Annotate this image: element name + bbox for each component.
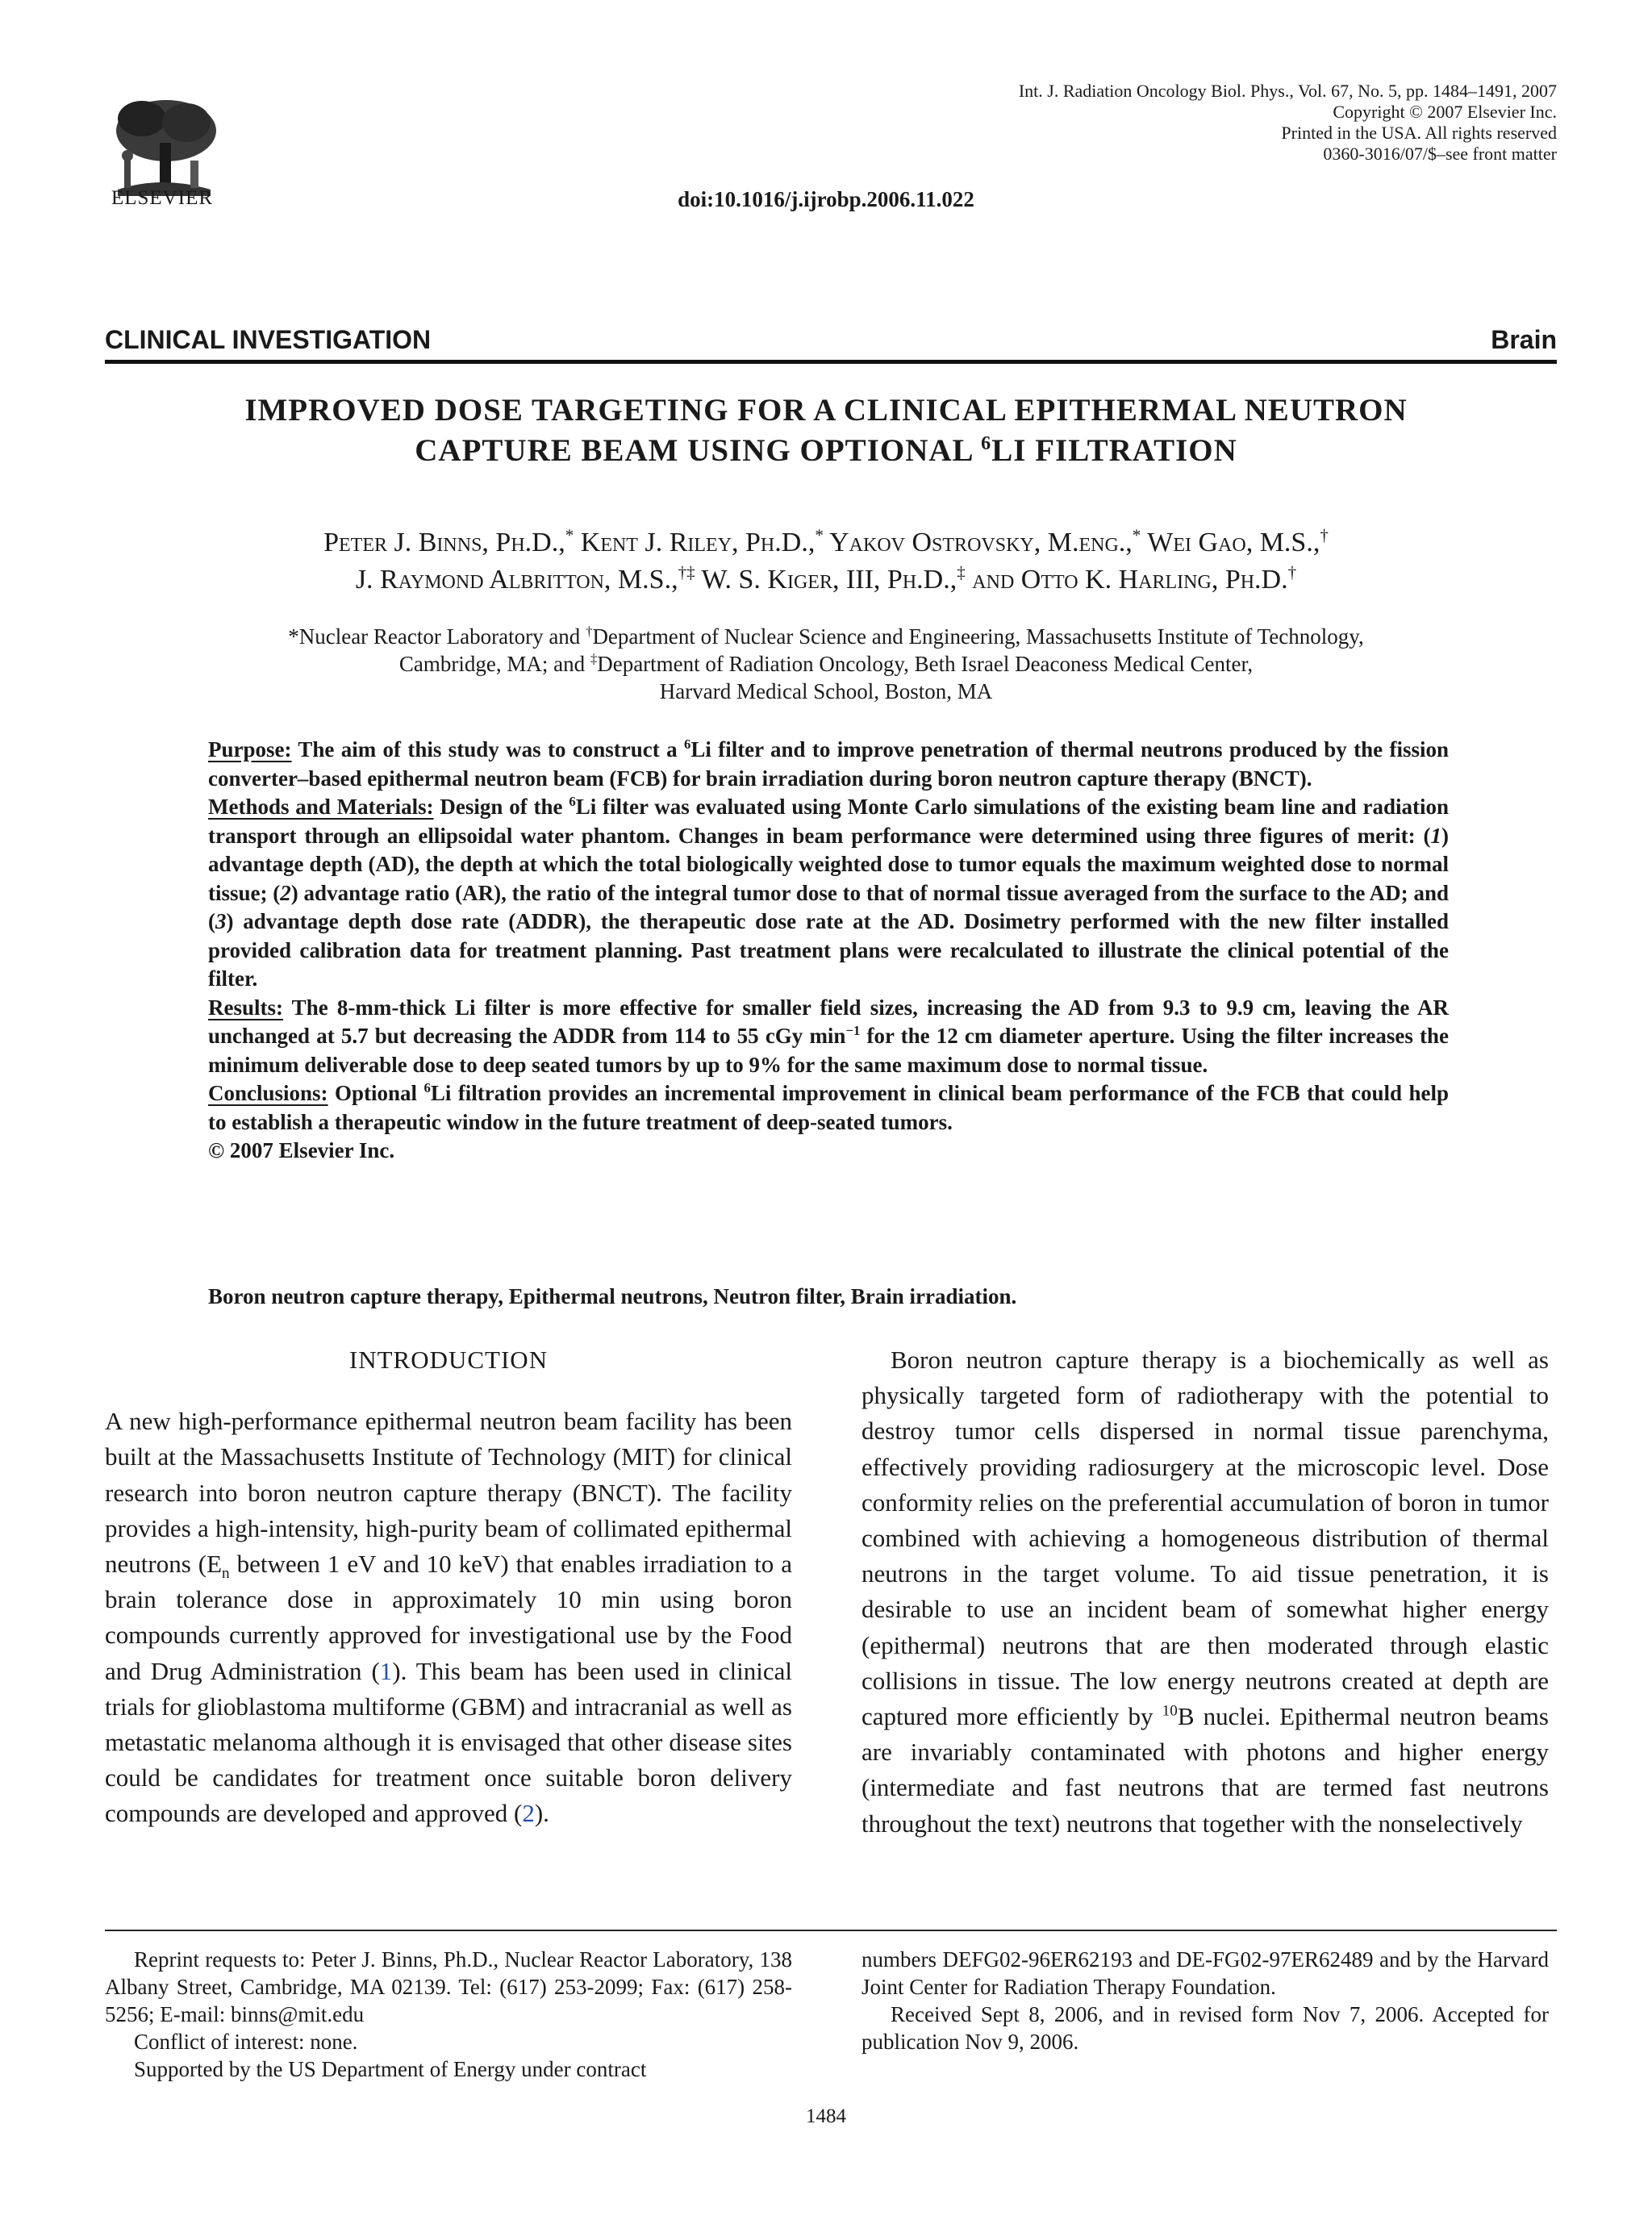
support-footnote: Supported by the US Department of Energy under contract xyxy=(134,2057,647,2081)
support-footnote-cont: numbers DEFG02-96ER62193 and DE-FG02-97ER62489 and by the Harvard Joint Center for Radiation Therapy Foundation. xyxy=(861,1947,1549,1999)
body-column-left xyxy=(105,1342,792,1832)
author-list xyxy=(121,524,1531,599)
doi[interactable]: doi:10.1016/j.ijrobp.2006.11.022 xyxy=(678,187,974,211)
section-header xyxy=(105,323,1557,364)
reference-link[interactable]: 1 xyxy=(379,1656,393,1685)
abstract-results: Results: The 8-mm-thick Li filter is more effective for smaller field sizes, increasing the AD from 9.3 to 9.9 cm, leaving the AR unchanged at 5.7 but decreasing the ADDR from 114 to 55 cGy $\min^{-1}$ for the 12 cm diameter aperture. Using the filter increases the minimum deliverable dose to deep seated tumors by up to 9% for the same maximum dose to normal tissue. xyxy=(208,995,1449,1077)
body-paragraph: Boron neutron capture therapy is a biochemically as well as physically targeted form of radiotherapy with the potential to destroy tumor cells dispersed in normal tissue parenchyma, effectively providing radiosurgery at the microscopic level. Dose conformity relies on the preferential accumulation of boron in tumor combined with achieving a homogeneous distribution of thermal neutrons in the target volume. To aid tissue penetration, it is desirable to use an incident beam of somewhat higher energy (epithermal) neutrons that are then moderated through elastic collisions in tissue. The low energy neutrons created at depth are captured more efficiently by $^{10}$B nuclei. Epithermal neutron beams are invariably contaminated with photons and higher energy (intermediate and fast neutrons that are termed fast neutrons throughout the text) neutrons that together with the nonselectively xyxy=(861,1346,1549,1838)
affiliations: *Nuclear Reactor Laboratory and †Department of Nuclear Science and Engineering, Massachusetts Institute of Technology, Cambridge, MA; and ‡Department of Radiation Oncology, Beth Israel Deaconess Medical Center, Harvard Medical School, Boston, MA xyxy=(288,624,1364,703)
conclusions-label: Conclusions: xyxy=(208,1081,328,1105)
article-title xyxy=(145,390,1507,471)
abstract-purpose: Purpose: The aim of this study was to construct a $^6$Li filter and to improve penetration of thermal neutrons produced by the fission converter–based epithermal neutron beam (FCB) for brain irradiation during boron neutron capture therapy (BNCT). xyxy=(208,737,1449,791)
section-label: CLINICAL INVESTIGATION xyxy=(105,325,432,354)
subject-label: Brain xyxy=(1491,325,1557,354)
body-paragraph: A new high-performance epithermal neutron beam facility has been built at the Massachusetts Institute of Technology (MIT) for clinical research into boron neutron capture therapy (BNCT). The facility provides a high-intensity, high-purity beam of collimated epithermal neutrons ($E_n$ between 1 eV and 10 keV) that enables irradiation to a brain tolerance dose in approximately 10 min using boron compounds currently approved for investigational use by the Food and Drug Administration (1). This beam has been used in clinical trials for glioblastoma multiforme (GBM) and intracranial as well as metastatic melanoma although it is envisaged that other disease sites could be candidates for treatment once suitable boron delivery compounds are developed and approved (2). xyxy=(105,1407,793,1828)
received-footnote: Received Sept 8, 2006, and in revised form Nov 7, 2006. Accepted for publication Nov 9, 2006. xyxy=(861,2002,1549,2054)
copyright-line: Copyright © 2007 Elsevier Inc. xyxy=(1333,102,1557,122)
conflict-footnote: Conflict of interest: none. xyxy=(134,2030,358,2054)
keywords: Boron neutron capture therapy, Epithermal neutrons, Neutron filter, Brain irradiation. xyxy=(208,1284,1017,1308)
journal-line: Int. J. Radiation Oncology Biol. Phys., Vol. 67, No. 5, pp. 1484–1491, 2007 xyxy=(1018,81,1557,101)
printed-line: Printed in the USA. All rights reserved xyxy=(1281,123,1557,143)
isotope-superscript: 6 xyxy=(981,432,992,454)
abstract-conclusions: Conclusions: Optional $^6$Li filtration provides an incremental improvement in clinical beam performance of the FCB that could help to establish a therapeutic window in the future treatment of deep-seated tumors. xyxy=(208,1080,1449,1134)
body-column-right xyxy=(861,1342,1549,1842)
author-line: Peter J. Binns, Ph.D.,* Kent J. Riley, Ph.D.,* Yakov Ostrovsky, M.eng.,* Wei Gao, M.S.,† xyxy=(323,525,1329,557)
publisher-name: ELSEVIER xyxy=(111,187,214,209)
footnotes-right xyxy=(861,1946,1549,2055)
section-heading-introduction: INTRODUCTION xyxy=(348,1346,549,1374)
reprint-footnote: Reprint requests to: Peter J. Binns, Ph.D., Nuclear Reactor Laboratory, 138 Albany Street, Cambridge, MA 02139. Tel: (617) 253-2099; Fax: (617) 258-5256; E-mail: binns@mit.edu xyxy=(105,1947,792,2026)
page-number: 1484 xyxy=(806,2105,846,2127)
results-label: Results: xyxy=(208,995,283,1020)
issn-line: 0360-3016/07/$–see front matter xyxy=(1323,144,1557,164)
abstract xyxy=(208,736,1449,1166)
footnote-divider xyxy=(105,1930,1557,1931)
journal-citation xyxy=(1019,81,1557,165)
reference-link[interactable]: 2 xyxy=(522,1799,535,1828)
footnotes-left xyxy=(105,1946,792,2083)
abstract-methods: Methods and Materials: Design of the $^6$Li filter was evaluated using Monte Carlo simulations of the existing beam line and radiation transport through an ellipsoidal water phantom. Changes in beam performance were determined using three figures of merit: (1) advantage depth (AD), the depth at which the total biologically weighted dose to tumor equals the maximum weighted dose to normal tissue; (2) advantage ratio (AR), the ratio of the integral tumor dose to that of normal tissue averaged from the surface to the AD; and (3) advantage depth dose rate (ADDR), the therapeutic dose rate at the AD. Dosimetry performed with the new filter installed provided calibration data for treatment planning. Past treatment plans were recalculated to illustrate the clinical potential of the filter. xyxy=(208,794,1449,991)
title-line: CAPTURE BEAM USING OPTIONAL $^6$LI FILTRATION xyxy=(415,432,1237,468)
methods-label: Methods and Materials: xyxy=(208,795,434,819)
author-line: J. Raymond Albritton, M.S.,†‡ W. S. Kiger, III, Ph.D.,‡ and Otto K. Harling, Ph.D.† xyxy=(355,562,1297,595)
title-line: IMPROVED DOSE TARGETING FOR A CLINICAL EPITHERMAL NEUTRON xyxy=(244,393,1408,428)
abstract-copyright: © 2007 Elsevier Inc. xyxy=(208,1138,395,1162)
purpose-label: Purpose: xyxy=(208,737,292,762)
